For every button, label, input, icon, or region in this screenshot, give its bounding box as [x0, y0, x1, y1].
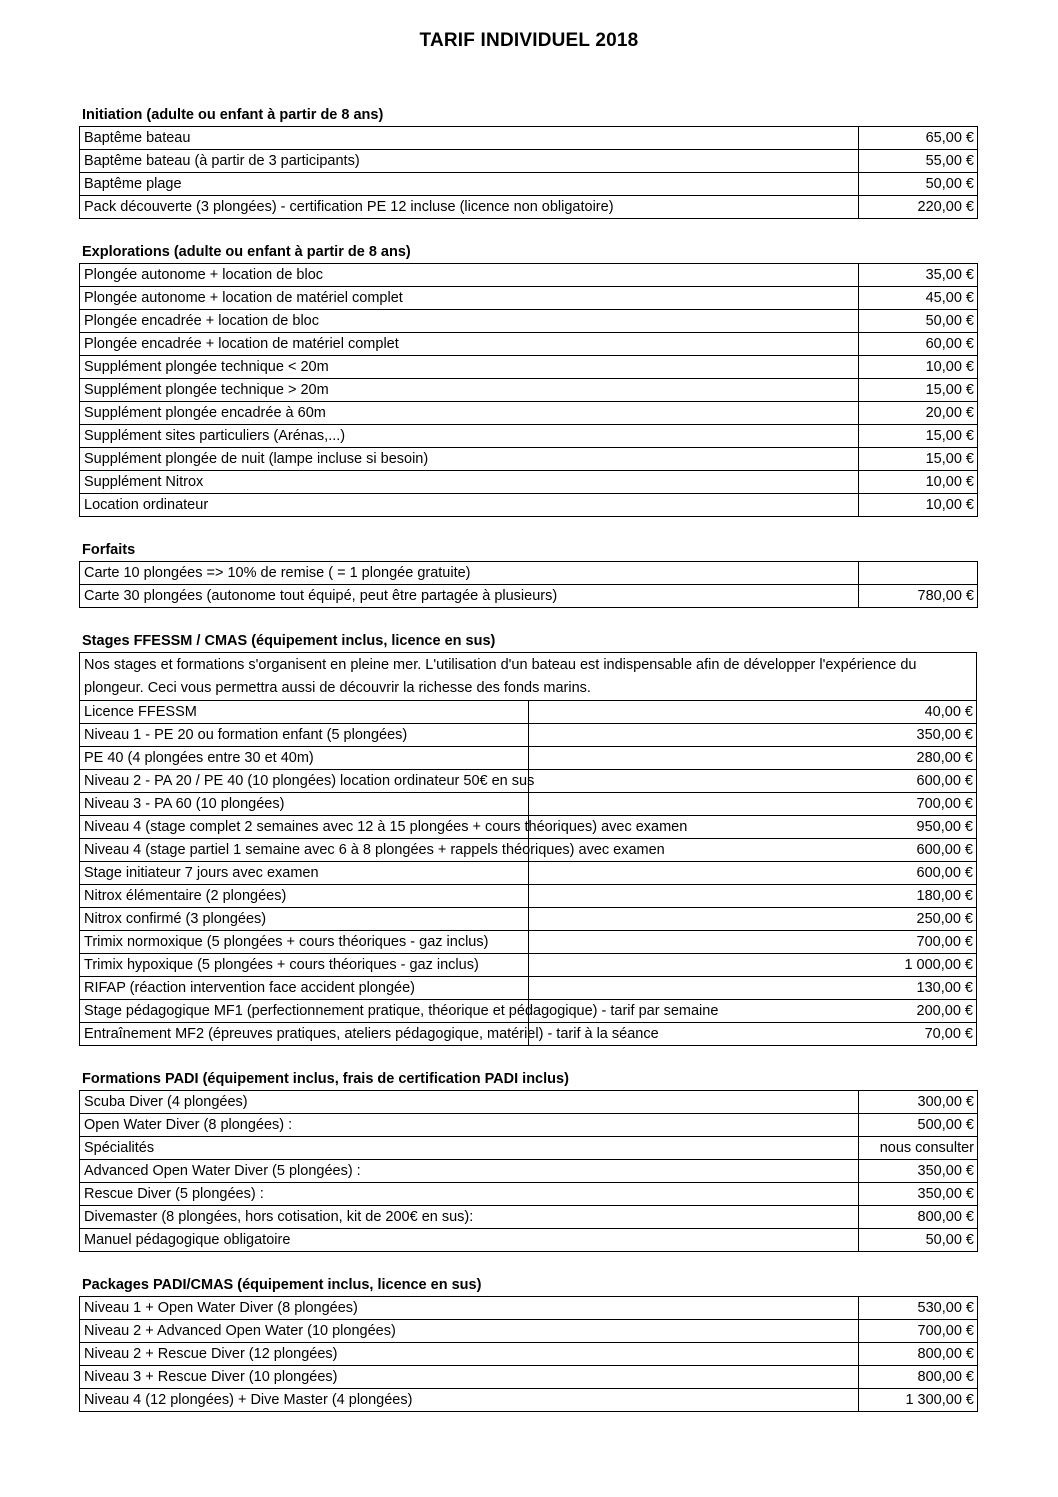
item-label: Niveau 4 (stage complet 2 semaines avec 12 à 15 plongées + cours théoriques) avec examen: [80, 816, 529, 839]
item-price: 65,00 €: [859, 127, 978, 150]
table-row: [80, 1389, 978, 1412]
table-row: [80, 701, 977, 724]
item-label: Licence FFESSM: [80, 701, 529, 724]
item-price: 130,00 €: [528, 977, 977, 1000]
price-section: [79, 242, 977, 517]
section-heading: Initiation (adulte ou enfant à partir de 8 ans): [82, 107, 384, 123]
item-label: Pack découverte (3 plongées) - certification PE 12 incluse (licence non obligatoire): [80, 196, 859, 219]
item-label: Niveau 1 - PE 20 ou formation enfant (5 plongées): [80, 724, 529, 747]
price-table: [79, 126, 978, 219]
table-row: [80, 562, 978, 585]
item-label: Supplément plongée de nuit (lampe incluse si besoin): [80, 448, 859, 471]
table-row: [80, 287, 978, 310]
table-row: [80, 1320, 978, 1343]
table-row: [80, 816, 977, 839]
item-label: Advanced Open Water Diver (5 plongées) :: [80, 1160, 859, 1183]
item-price: 10,00 €: [859, 356, 978, 379]
item-price: 250,00 €: [528, 908, 977, 931]
item-price: 1 000,00 €: [528, 954, 977, 977]
item-label: Scuba Diver (4 plongées): [80, 1091, 859, 1114]
table-row: [80, 1114, 978, 1137]
table-row: [80, 885, 977, 908]
table-row: [80, 1183, 978, 1206]
table-row: [80, 908, 977, 931]
table-row: [80, 333, 978, 356]
table-row: [80, 931, 977, 954]
item-label: Niveau 1 + Open Water Diver (8 plongées): [80, 1297, 859, 1320]
price-table: [79, 1296, 978, 1412]
item-price: 40,00 €: [528, 701, 977, 724]
price-table: [79, 263, 978, 517]
page-title: TARIF INDIVIDUEL 2018: [419, 30, 639, 51]
item-price: 950,00 €: [528, 816, 977, 839]
item-price: 800,00 €: [859, 1366, 978, 1389]
table-row: [80, 1000, 977, 1023]
item-price: 800,00 €: [859, 1343, 978, 1366]
item-price: 10,00 €: [859, 471, 978, 494]
item-price: [859, 562, 978, 585]
item-label: PE 40 (4 plongées entre 30 et 40m): [80, 747, 529, 770]
item-price: 50,00 €: [859, 173, 978, 196]
item-price: 280,00 €: [528, 747, 977, 770]
item-label: Baptême plage: [80, 173, 859, 196]
table-row: [80, 585, 978, 608]
section-heading: Forfaits: [82, 542, 136, 558]
section-note: Nos stages et formations s'organisent en pleine mer. L'utilisation d'un bateau est indispensable afin de développer l'expérience du plongeur. Ceci vous permettra aussi de découvrir la richesse des fonds marins.: [80, 653, 977, 701]
item-price: 350,00 €: [528, 724, 977, 747]
item-label: Rescue Diver (5 plongées) :: [80, 1183, 859, 1206]
item-label: Nitrox élémentaire (2 plongées): [80, 885, 529, 908]
section-heading: Stages FFESSM / CMAS (équipement inclus, licence en sus): [82, 633, 496, 649]
item-price: nous consulter: [859, 1137, 978, 1160]
item-label: Niveau 4 (stage partiel 1 semaine avec 6 à 8 plongées + rappels théoriques) avec examen: [80, 839, 529, 862]
item-label: Niveau 3 + Rescue Diver (10 plongées): [80, 1366, 859, 1389]
item-price: 700,00 €: [528, 793, 977, 816]
table-row: [80, 379, 978, 402]
item-price: 15,00 €: [859, 379, 978, 402]
table-row: [80, 724, 977, 747]
item-price: 60,00 €: [859, 333, 978, 356]
item-label: Entraînement MF2 (épreuves pratiques, ateliers pédagogique, matériel) - tarif à la séance: [80, 1023, 529, 1046]
section-heading: Explorations (adulte ou enfant à partir de 8 ans): [82, 244, 411, 260]
item-label: Trimix hypoxique (5 plongées + cours théoriques - gaz inclus): [80, 954, 529, 977]
item-price: 530,00 €: [859, 1297, 978, 1320]
price-section: [79, 105, 977, 219]
item-label: Trimix normoxique (5 plongées + cours théoriques - gaz inclus): [80, 931, 529, 954]
item-price: 50,00 €: [859, 1229, 978, 1252]
item-label: Stage initiateur 7 jours avec examen: [80, 862, 529, 885]
section-heading: Packages PADI/CMAS (équipement inclus, licence en sus): [82, 1277, 482, 1293]
price-section: [79, 1069, 977, 1252]
item-label: Carte 30 plongées (autonome tout équipé, peut être partagée à plusieurs): [80, 585, 859, 608]
table-row: [80, 1343, 978, 1366]
item-label: Baptême bateau (à partir de 3 participants): [80, 150, 859, 173]
item-label: Supplément plongée technique > 20m: [80, 379, 859, 402]
item-label: Carte 10 plongées => 10% de remise ( = 1 plongée gratuite): [80, 562, 859, 585]
table-row: [80, 196, 978, 219]
item-price: 15,00 €: [859, 448, 978, 471]
table-row: [80, 862, 977, 885]
table-row: [80, 793, 977, 816]
item-label: Manuel pédagogique obligatoire: [80, 1229, 859, 1252]
item-price: 55,00 €: [859, 150, 978, 173]
item-label: Spécialités: [80, 1137, 859, 1160]
item-price: 800,00 €: [859, 1206, 978, 1229]
section-heading: Formations PADI (équipement inclus, frais de certification PADI inclus): [82, 1071, 569, 1087]
item-label: Niveau 3 - PA 60 (10 plongées): [80, 793, 529, 816]
table-row: [80, 173, 978, 196]
item-label: Niveau 2 - PA 20 / PE 40 (10 plongées) location ordinateur 50€ en sus: [80, 770, 529, 793]
table-row: [80, 425, 978, 448]
item-label: Niveau 4 (12 plongées) + Dive Master (4 plongées): [80, 1389, 859, 1412]
table-row: [80, 954, 977, 977]
item-label: Divemaster (8 plongées, hors cotisation, kit de 200€ en sus):: [80, 1206, 859, 1229]
item-price: 180,00 €: [528, 885, 977, 908]
table-row: [80, 1023, 977, 1046]
table-row: [80, 977, 977, 1000]
price-section: [79, 631, 977, 1046]
item-label: Plongée autonome + location de bloc: [80, 264, 859, 287]
table-row: [80, 1297, 978, 1320]
table-row: [80, 356, 978, 379]
table-row: [80, 1366, 978, 1389]
price-table: [79, 652, 977, 1046]
item-price: 700,00 €: [528, 931, 977, 954]
table-row: [80, 1137, 978, 1160]
table-row: [80, 471, 978, 494]
price-section: [79, 540, 977, 608]
item-label: RIFAP (réaction intervention face accident plongée): [80, 977, 529, 1000]
table-row: [80, 448, 978, 471]
item-label: Plongée encadrée + location de bloc: [80, 310, 859, 333]
item-price: 35,00 €: [859, 264, 978, 287]
item-label: Supplément plongée encadrée à 60m: [80, 402, 859, 425]
item-label: Niveau 2 + Rescue Diver (12 plongées): [80, 1343, 859, 1366]
item-price: 600,00 €: [528, 839, 977, 862]
item-label: Supplément plongée technique < 20m: [80, 356, 859, 379]
item-label: Baptême bateau: [80, 127, 859, 150]
item-price: 600,00 €: [528, 770, 977, 793]
item-label: Open Water Diver (8 plongées) :: [80, 1114, 859, 1137]
price-section: [79, 1275, 977, 1412]
table-row: [80, 127, 978, 150]
table-row: [80, 1206, 978, 1229]
item-price: 700,00 €: [859, 1320, 978, 1343]
table-row: [80, 1091, 978, 1114]
item-price: 50,00 €: [859, 310, 978, 333]
item-price: 15,00 €: [859, 425, 978, 448]
item-label: Plongée autonome + location de matériel complet: [80, 287, 859, 310]
table-row: [80, 402, 978, 425]
item-price: 1 300,00 €: [859, 1389, 978, 1412]
item-price: 10,00 €: [859, 494, 978, 517]
table-row: [80, 770, 977, 793]
table-row: [80, 264, 978, 287]
item-label: Supplément Nitrox: [80, 471, 859, 494]
price-table: [79, 561, 978, 608]
item-label: Supplément sites particuliers (Arénas,...): [80, 425, 859, 448]
item-price: 220,00 €: [859, 196, 978, 219]
item-price: 600,00 €: [528, 862, 977, 885]
table-row: [80, 747, 977, 770]
item-price: 200,00 €: [528, 1000, 977, 1023]
item-label: Stage pédagogique MF1 (perfectionnement pratique, théorique et pédagogique) - tarif par semaine: [80, 1000, 529, 1023]
item-label: Nitrox confirmé (3 plongées): [80, 908, 529, 931]
table-row: [80, 310, 978, 333]
price-sections: [79, 105, 977, 1435]
item-price: 350,00 €: [859, 1160, 978, 1183]
item-label: Location ordinateur: [80, 494, 859, 517]
item-price: 300,00 €: [859, 1091, 978, 1114]
item-price: 780,00 €: [859, 585, 978, 608]
table-row: [80, 1160, 978, 1183]
item-label: Niveau 2 + Advanced Open Water (10 plongées): [80, 1320, 859, 1343]
table-row: [80, 150, 978, 173]
item-price: 70,00 €: [528, 1023, 977, 1046]
price-table: [79, 1090, 978, 1252]
table-note-row: [80, 653, 977, 701]
table-row: [80, 839, 977, 862]
table-row: [80, 1229, 978, 1252]
item-price: 20,00 €: [859, 402, 978, 425]
item-price: 350,00 €: [859, 1183, 978, 1206]
item-price: 45,00 €: [859, 287, 978, 310]
item-label: Plongée encadrée + location de matériel complet: [80, 333, 859, 356]
table-row: [80, 494, 978, 517]
item-price: 500,00 €: [859, 1114, 978, 1137]
